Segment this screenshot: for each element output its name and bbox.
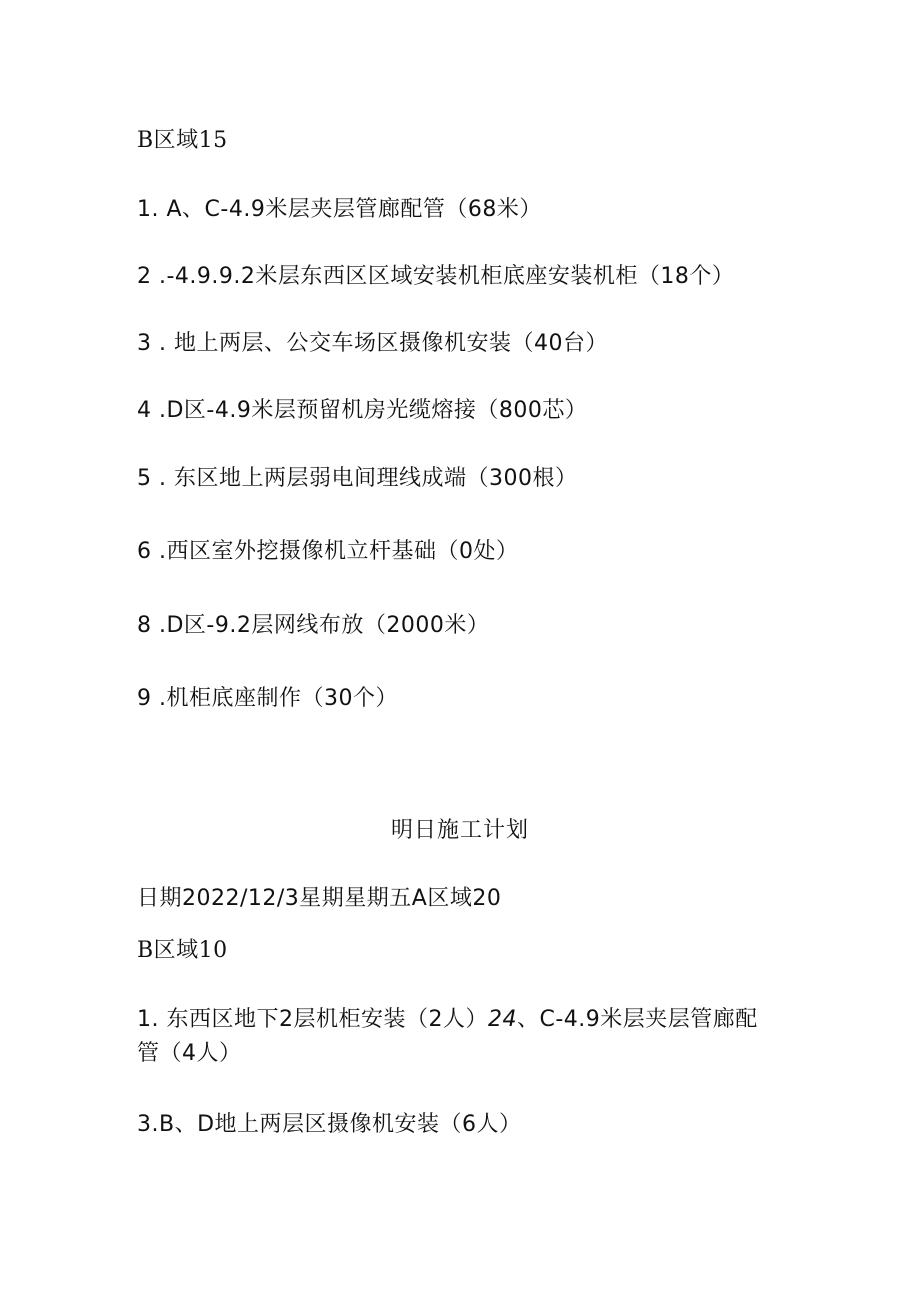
section-heading: 明日施工计划 <box>390 818 529 843</box>
date-line: 日期2022/12/3星期星期五A区域20 <box>137 886 502 911</box>
plan-item-1-continuation: 、C-4.9米层夹层管廊配管（4人） <box>137 1007 758 1066</box>
list-item: 5 . 东区地上两层弱电间理线成端（300根） <box>137 466 578 491</box>
area-b-count-line: B区域10 <box>137 938 228 963</box>
list-item: 8 .D区-9.2层网线布放（2000米） <box>137 613 490 638</box>
list-item: 4 .D区-4.9米层预留机房光缆熔接（800芯） <box>137 398 588 423</box>
plan-item-3: 3.B、D地上两层区摄像机安装（6人） <box>137 1112 522 1137</box>
list-item: 9 .机柜底座制作（30个） <box>137 686 398 711</box>
list-item: 3 . 地上两层、公交车场区摄像机安装（40台） <box>137 331 608 356</box>
area-b-count-line: B区域15 <box>137 128 228 153</box>
plan-item-1 <box>137 1003 777 1071</box>
plan-item-1-italic-number: 24 <box>487 1007 517 1032</box>
list-item: 2 .-4.9.9.2米层东西区区域安装机柜底座安装机柜（18个） <box>137 264 735 289</box>
list-item: 1. A、C-4.9米层夹层管廊配管（68米） <box>137 197 542 222</box>
list-item: 6 .西区室外挖摄像机立杆基础（0处） <box>137 539 519 564</box>
plan-item-1-text: 1. 东西区地下2层机柜安装（2人） <box>137 1007 488 1032</box>
